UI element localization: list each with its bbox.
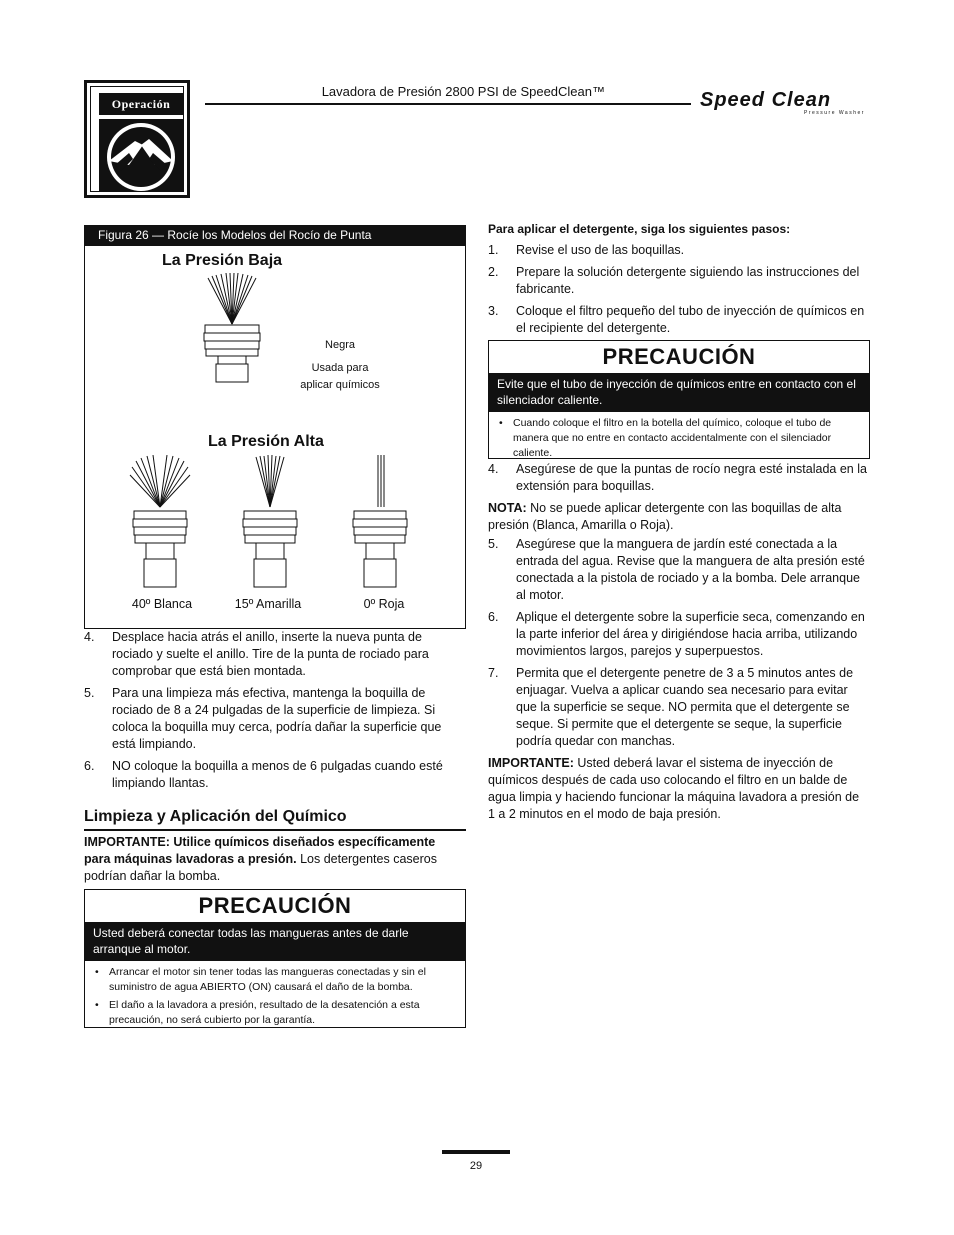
speedclean-logo (700, 88, 870, 116)
list-item: • Cuando coloque el filtro en la botella del químico, coloque el tubo de manera que no entre en contacto accidentalmente con el silenciador caliente. (499, 417, 832, 459)
flush-important-note: IMPORTANTE: Usted deberá lavar el sistema de inyección de químicos después de cada uso colocando el filtro en un balde de agua limpia y haciendo funcionar la máquina lavadora a presión de 1 a 2 minutos en el modo de baja presión. (488, 756, 860, 821)
tip-label-white: 40º Blanca (131, 597, 193, 611)
caution-title: PRECAUCIÓN (198, 893, 352, 918)
hands-icon (99, 119, 183, 191)
tip-label-yellow: 15º Amarilla (234, 597, 302, 611)
detergent-steps-b (488, 536, 870, 755)
caution-bar: Usted deberá conectar todas las mangueras antes de darle arranque al motor. (85, 922, 465, 961)
detergent-steps-a (488, 242, 870, 342)
list-item: 4. Asegúrese de que la puntas de rocío negra esté instalada en la extensión para boquillas. (488, 462, 867, 493)
figure-caption: Figura 26 — Rocíe los Modelos del Rocío de Punta (84, 225, 466, 246)
list-item: 1. Revise el uso de las boquillas. (488, 243, 685, 257)
svg-text:Pressure Washer: Pressure Washer (804, 110, 865, 116)
black-nozzle-icon (200, 272, 264, 384)
list-item: 7. Permita que el detergente penetre de 3 a 5 minutos antes de enjuagar. Vuelva a aplicar cuando sea necesario para evitar que la superficie se seque. NO permita que el detergente se seque. Si permite que el detergente se seque, la superficie podría quedar con manchas. (488, 666, 854, 748)
operation-badge (84, 80, 190, 198)
list-item: • El daño a la lavadora a presión, resultado de la desatención a esta precaución, no será cubierto por la garantía. (95, 999, 420, 1026)
list-item: 4. Desplace hacia atrás el anillo, inserte la nueva punta de rociado y suelte el anillo. Tire de la punta de rociado para comprobar que está bien montada. (84, 630, 429, 678)
page-number: 29 (469, 1160, 483, 1172)
low-pressure-heading: La Presión Baja (162, 252, 283, 269)
svg-text:Speed Clean: Speed Clean (700, 89, 832, 111)
caution-box-muffler (488, 340, 870, 459)
low-tip-name: Negra (325, 339, 355, 351)
list-item: 2. Prepare la solución detergente siguiendo las instrucciones del fabricante. (488, 265, 860, 296)
tip-label-red: 0º Roja (363, 597, 405, 611)
caution-bar: Evite que el tubo de inyección de químicos entre en contacto con el silenciador caliente. (489, 373, 869, 412)
high-pressure-heading: La Presión Alta (208, 433, 324, 450)
detergent-note: NOTA: No se puede aplicar detergente con las boquillas de alta presión (Blanca, Amarilla o Roja). (488, 501, 842, 532)
nozzle-steps-list (84, 629, 456, 797)
badge-title: Operación (99, 93, 183, 115)
chemical-important-note: IMPORTANTE: Utilice químicos diseñados específicamente para máquinas lavadoras a presión. Los detergentes caseros podrían dañar la bomba. (84, 835, 437, 883)
list-item: • Arrancar el motor sin tener todas las mangueras conectadas y sin el suministro de agua ABIERTO (ON) causará el daño de la bomba. (95, 966, 426, 993)
chemical-section-heading: Limpieza y Aplicación del Químico (84, 808, 347, 825)
list-item: 6. NO coloque la boquilla a menos de 6 pulgadas cuando esté limpiando llantas. (84, 759, 443, 790)
low-tip-use-2: aplicar químicos (300, 379, 380, 391)
list-item: 5. Para una limpieza más efectiva, mantenga la boquilla de rociado de 8 a 24 pulgadas de la superficie de limpieza. Si coloca la boquilla muy cerca, podría dañar la superficie que está limpiando. (84, 686, 442, 751)
red-nozzle-icon (348, 455, 412, 591)
list-item: 6. Aplique el detergente sobre la superficie seca, comenzando en la parte inferior del área y dirigiéndose hacia arriba, utilizando movimientos largos, parejos y superpuestos. (488, 610, 865, 658)
section-rule (84, 829, 466, 831)
list-item: 3. Coloque el filtro pequeño del tubo de inyección de químicos en el recipiente del detergente. (488, 304, 865, 335)
footer-rule (442, 1150, 510, 1154)
low-tip-use-1: Usada para (311, 362, 369, 374)
header-rule (205, 103, 691, 105)
white-nozzle-icon (128, 455, 192, 591)
list-item: 5. Asegúrese que la manguera de jardín esté conectada a la entrada del agua. Revise que la manguera de alta presión esté conectada a la pistola de rociado y a la bomba. Dele arranque al motor. (488, 537, 865, 602)
page-header-title: Lavadora de Presión 2800 PSI de SpeedClean™ (321, 84, 605, 99)
detergent-intro: Para aplicar el detergente, siga los siguientes pasos: (488, 222, 791, 236)
caution-title: PRECAUCIÓN (602, 344, 756, 369)
caution-box-hoses (84, 889, 466, 1028)
detergent-step-4 (488, 461, 870, 500)
yellow-nozzle-icon (238, 455, 302, 591)
